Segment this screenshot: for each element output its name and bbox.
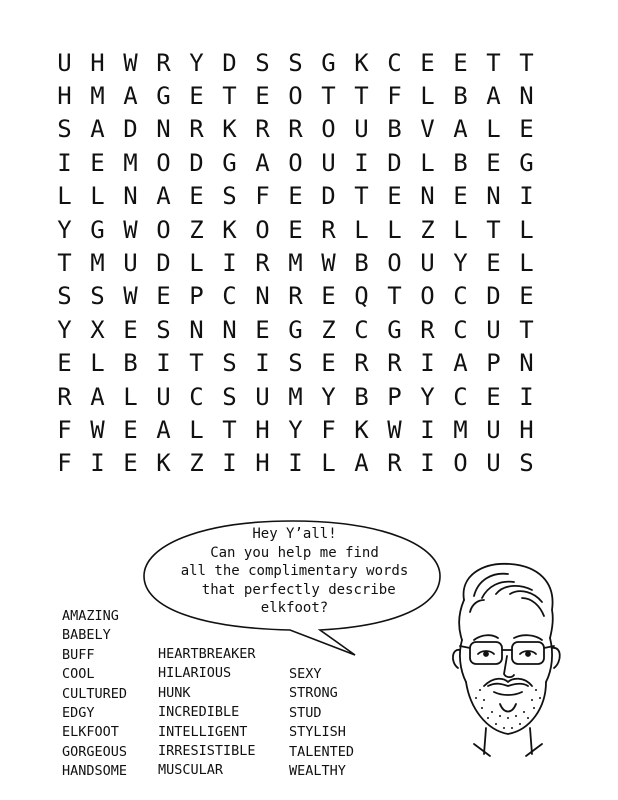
grid-letter[interactable]: E	[486, 148, 501, 177]
grid-letter[interactable]: R	[288, 115, 303, 144]
word-list-item: CULTURED	[62, 685, 128, 702]
grid-letter[interactable]: M	[288, 249, 303, 278]
grid-letter[interactable]: W	[123, 48, 138, 77]
grid-letter[interactable]: E	[90, 148, 105, 177]
grid-letter[interactable]: M	[288, 382, 303, 411]
grid-letter[interactable]: C	[354, 315, 369, 344]
grid-letter[interactable]: E	[387, 182, 402, 211]
grid-letter[interactable]: G	[519, 148, 534, 177]
grid-letter[interactable]: W	[123, 282, 138, 311]
grid-letter[interactable]: T	[387, 282, 402, 311]
grid-letter[interactable]: C	[222, 282, 237, 311]
grid-letter[interactable]: R	[255, 249, 270, 278]
word-list-item: STRONG	[289, 685, 338, 702]
grid-letter[interactable]: P	[189, 282, 204, 311]
grid-letter[interactable]: M	[90, 82, 105, 111]
grid-letter[interactable]: W	[90, 415, 105, 444]
grid-letter[interactable]: N	[519, 349, 534, 378]
grid-letter[interactable]: I	[420, 449, 435, 478]
grid-letter[interactable]: H	[57, 82, 72, 111]
grid-letter[interactable]: S	[222, 349, 237, 378]
grid-letter[interactable]: T	[57, 249, 72, 278]
grid-letter[interactable]: I	[519, 182, 534, 211]
grid-letter[interactable]: T	[519, 315, 534, 344]
grid-letter[interactable]: E	[123, 415, 138, 444]
grid-row	[48, 146, 576, 179]
word-list-item: STUD	[289, 704, 322, 721]
grid-letter[interactable]: H	[519, 415, 534, 444]
grid-letter[interactable]: D	[123, 115, 138, 144]
grid-letter[interactable]: O	[288, 82, 303, 111]
grid-letter[interactable]: A	[354, 449, 369, 478]
grid-letter[interactable]: L	[189, 415, 204, 444]
word-list-item: HEARTBREAKER	[158, 646, 256, 662]
grid-letter[interactable]: L	[519, 249, 534, 278]
word-list-item: COOL	[62, 666, 95, 683]
grid-letter[interactable]: G	[387, 315, 402, 344]
grid-letter[interactable]: I	[519, 382, 534, 411]
word-list-item: ELKFOOT	[62, 724, 119, 741]
grid-letter[interactable]: O	[156, 148, 171, 177]
word-list-item: GORGEOUS	[62, 743, 128, 760]
grid-letter[interactable]: A	[156, 415, 171, 444]
grid-letter[interactable]: G	[156, 82, 171, 111]
grid-letter[interactable]: B	[387, 115, 402, 144]
grid-row	[48, 246, 576, 279]
grid-letter[interactable]: Z	[321, 315, 336, 344]
grid-letter[interactable]: U	[486, 415, 501, 444]
grid-letter[interactable]: H	[255, 415, 270, 444]
grid-letter[interactable]: Y	[57, 315, 72, 344]
grid-letter[interactable]: I	[288, 449, 303, 478]
grid-letter[interactable]: F	[387, 82, 402, 111]
grid-letter[interactable]: T	[486, 215, 501, 244]
grid-letter[interactable]: N	[222, 315, 237, 344]
grid-letter[interactable]: E	[321, 282, 336, 311]
grid-letter[interactable]: Y	[57, 215, 72, 244]
grid-letter[interactable]: Z	[189, 215, 204, 244]
grid-letter[interactable]: O	[387, 249, 402, 278]
grid-letter[interactable]: V	[420, 115, 435, 144]
grid-letter[interactable]: E	[288, 182, 303, 211]
word-list-item: HILARIOUS	[158, 665, 232, 682]
word-list-column-2	[158, 645, 256, 781]
grid-letter[interactable]: T	[486, 48, 501, 77]
grid-letter[interactable]: L	[189, 249, 204, 278]
grid-row	[48, 113, 576, 146]
grid-letter[interactable]: I	[255, 349, 270, 378]
grid-letter[interactable]: R	[387, 449, 402, 478]
grid-letter[interactable]: S	[519, 449, 534, 478]
word-list-item: MUSCULAR	[158, 762, 224, 779]
grid-letter[interactable]: C	[189, 382, 204, 411]
word-list-item: WEALTHY	[289, 763, 346, 780]
grid-letter[interactable]: B	[453, 148, 468, 177]
word-list-item: INCREDIBLE	[158, 704, 240, 721]
grid-row	[48, 380, 576, 413]
grid-letter[interactable]: N	[189, 315, 204, 344]
grid-letter[interactable]: A	[123, 82, 138, 111]
grid-letter[interactable]: D	[321, 182, 336, 211]
grid-letter[interactable]: K	[156, 449, 171, 478]
grid-letter[interactable]: O	[255, 215, 270, 244]
grid-letter[interactable]: E	[453, 182, 468, 211]
grid-letter[interactable]: W	[321, 249, 336, 278]
speech-bubble-text	[152, 525, 437, 618]
grid-letter[interactable]: L	[57, 182, 72, 211]
grid-letter[interactable]: O	[288, 148, 303, 177]
grid-letter[interactable]: I	[354, 148, 369, 177]
grid-letter[interactable]: E	[255, 315, 270, 344]
grid-letter[interactable]: E	[486, 382, 501, 411]
grid-letter[interactable]: R	[255, 115, 270, 144]
grid-letter[interactable]: T	[354, 182, 369, 211]
grid-letter[interactable]: O	[321, 115, 336, 144]
grid-letter[interactable]: U	[354, 115, 369, 144]
word-list-item: EDGY	[62, 705, 95, 722]
grid-letter[interactable]: O	[453, 449, 468, 478]
grid-letter[interactable]: B	[123, 349, 138, 378]
grid-letter[interactable]: L	[453, 215, 468, 244]
grid-letter[interactable]: F	[255, 182, 270, 211]
grid-letter[interactable]: L	[486, 115, 501, 144]
grid-letter[interactable]: N	[519, 82, 534, 111]
grid-letter[interactable]: B	[354, 382, 369, 411]
grid-letter[interactable]: S	[288, 48, 303, 77]
grid-letter[interactable]: E	[123, 449, 138, 478]
grid-letter[interactable]: Y	[420, 382, 435, 411]
grid-letter[interactable]: Z	[420, 215, 435, 244]
grid-letter[interactable]: I	[57, 148, 72, 177]
grid-letter[interactable]: M	[123, 148, 138, 177]
grid-letter[interactable]: G	[321, 48, 336, 77]
word-list-column-1	[62, 607, 127, 782]
grid-letter[interactable]: A	[453, 349, 468, 378]
grid-letter[interactable]: D	[222, 48, 237, 77]
grid-row	[48, 280, 576, 313]
grid-letter[interactable]: E	[420, 48, 435, 77]
grid-letter[interactable]: D	[156, 249, 171, 278]
grid-letter[interactable]: S	[57, 115, 72, 144]
grid-letter[interactable]: S	[222, 182, 237, 211]
grid-letter[interactable]: T	[222, 82, 237, 111]
grid-letter[interactable]: L	[420, 82, 435, 111]
grid-letter[interactable]: K	[222, 215, 237, 244]
grid-letter[interactable]: R	[387, 349, 402, 378]
grid-letter[interactable]: D	[189, 148, 204, 177]
grid-letter[interactable]: I	[156, 349, 171, 378]
grid-letter[interactable]: A	[255, 148, 270, 177]
grid-row	[48, 79, 576, 112]
word-list-item: BABELY	[62, 627, 111, 644]
word-search-grid	[48, 46, 576, 480]
grid-letter[interactable]: C	[453, 382, 468, 411]
grid-letter[interactable]: R	[420, 315, 435, 344]
grid-letter[interactable]: D	[387, 148, 402, 177]
grid-letter[interactable]: R	[288, 282, 303, 311]
grid-letter[interactable]: U	[420, 249, 435, 278]
grid-letter[interactable]: S	[90, 282, 105, 311]
speech-bubble-line: Hey Y’all!	[252, 526, 337, 542]
grid-letter[interactable]: S	[222, 382, 237, 411]
grid-letter[interactable]: G	[90, 215, 105, 244]
grid-letter[interactable]: P	[387, 382, 402, 411]
grid-letter[interactable]: E	[321, 349, 336, 378]
grid-letter[interactable]: N	[486, 182, 501, 211]
word-list-item: BUFF	[62, 646, 95, 663]
grid-letter[interactable]: E	[519, 115, 534, 144]
grid-letter[interactable]: W	[123, 215, 138, 244]
grid-letter[interactable]: C	[387, 48, 402, 77]
speech-bubble-line: Can you help me find	[210, 544, 379, 561]
grid-row	[48, 213, 576, 246]
grid-letter[interactable]: R	[156, 48, 171, 77]
grid-letter[interactable]: A	[90, 382, 105, 411]
grid-letter[interactable]: C	[453, 315, 468, 344]
grid-letter[interactable]: U	[123, 249, 138, 278]
grid-letter[interactable]: S	[156, 315, 171, 344]
grid-letter[interactable]: G	[288, 315, 303, 344]
word-list-item: AMAZING	[62, 608, 119, 624]
grid-letter[interactable]: U	[57, 48, 72, 77]
grid-letter[interactable]: Y	[288, 415, 303, 444]
grid-letter[interactable]: T	[519, 48, 534, 77]
grid-row	[48, 447, 576, 480]
word-list-column-3	[289, 665, 354, 781]
grid-letter[interactable]: T	[189, 349, 204, 378]
grid-letter[interactable]: L	[420, 148, 435, 177]
word-list-item: IRRESISTIBLE	[158, 743, 256, 760]
grid-letter[interactable]: Z	[189, 449, 204, 478]
grid-letter[interactable]: G	[222, 148, 237, 177]
grid-letter[interactable]: M	[90, 249, 105, 278]
grid-letter[interactable]: A	[90, 115, 105, 144]
grid-letter[interactable]: H	[90, 48, 105, 77]
speech-bubble-line: all the complimentary words	[180, 563, 409, 580]
grid-letter[interactable]: L	[123, 382, 138, 411]
grid-letter[interactable]: U	[486, 449, 501, 478]
grid-row	[48, 413, 576, 446]
grid-letter[interactable]: N	[156, 115, 171, 144]
grid-letter[interactable]: E	[519, 282, 534, 311]
portrait-icon	[412, 558, 602, 758]
grid-letter[interactable]: K	[354, 48, 369, 77]
grid-letter[interactable]: E	[453, 48, 468, 77]
word-list-item: HUNK	[158, 684, 191, 701]
speech-bubble-line: that perfectly describe	[193, 581, 396, 598]
grid-letter[interactable]: Q	[354, 282, 369, 311]
grid-row	[48, 313, 576, 346]
grid-letter[interactable]: R	[354, 349, 369, 378]
grid-letter[interactable]: Y	[453, 249, 468, 278]
grid-letter[interactable]: M	[453, 415, 468, 444]
grid-letter[interactable]: B	[453, 82, 468, 111]
grid-letter[interactable]: T	[222, 415, 237, 444]
grid-letter[interactable]: Y	[321, 382, 336, 411]
grid-letter[interactable]: E	[189, 182, 204, 211]
grid-letter[interactable]: Y	[189, 48, 204, 77]
speech-bubble	[140, 518, 445, 658]
grid-letter[interactable]: K	[354, 415, 369, 444]
grid-letter[interactable]: O	[420, 282, 435, 311]
grid-letter[interactable]: F	[57, 449, 72, 478]
grid-letter[interactable]: L	[519, 215, 534, 244]
grid-letter[interactable]: R	[321, 215, 336, 244]
grid-letter[interactable]: N	[123, 182, 138, 211]
grid-letter[interactable]: R	[57, 382, 72, 411]
grid-row	[48, 347, 576, 380]
grid-letter[interactable]: P	[486, 349, 501, 378]
grid-row	[48, 46, 576, 79]
word-list-item: INTELLIGENT	[158, 723, 248, 740]
grid-letter[interactable]: I	[420, 415, 435, 444]
grid-letter[interactable]: E	[255, 82, 270, 111]
grid-letter[interactable]: A	[486, 82, 501, 111]
grid-letter[interactable]: E	[156, 282, 171, 311]
grid-letter[interactable]: N	[420, 182, 435, 211]
grid-letter[interactable]: L	[387, 215, 402, 244]
word-list-item: TALENTED	[289, 743, 355, 760]
grid-letter[interactable]: L	[321, 449, 336, 478]
grid-letter[interactable]: U	[486, 315, 501, 344]
grid-letter[interactable]: B	[354, 249, 369, 278]
grid-letter[interactable]: L	[354, 215, 369, 244]
grid-letter[interactable]: I	[90, 449, 105, 478]
grid-letter[interactable]: I	[222, 449, 237, 478]
grid-letter[interactable]: A	[453, 115, 468, 144]
grid-letter[interactable]: K	[222, 115, 237, 144]
grid-letter[interactable]: S	[288, 349, 303, 378]
grid-letter[interactable]: E	[57, 349, 72, 378]
grid-row	[48, 180, 576, 213]
grid-letter[interactable]: O	[156, 215, 171, 244]
grid-letter[interactable]: U	[156, 382, 171, 411]
grid-letter[interactable]: L	[90, 182, 105, 211]
grid-letter[interactable]: S	[255, 48, 270, 77]
grid-letter[interactable]: E	[189, 82, 204, 111]
grid-letter[interactable]: I	[222, 249, 237, 278]
word-list-item: SEXY	[289, 666, 322, 682]
grid-letter[interactable]: F	[321, 415, 336, 444]
grid-letter[interactable]: L	[90, 349, 105, 378]
word-list-item: HANDSOME	[62, 763, 128, 780]
grid-letter[interactable]: C	[453, 282, 468, 311]
grid-letter[interactable]: E	[288, 215, 303, 244]
grid-letter[interactable]: S	[57, 282, 72, 311]
grid-letter[interactable]: E	[486, 249, 501, 278]
grid-letter[interactable]: W	[387, 415, 402, 444]
word-list-item: STYLISH	[289, 724, 346, 741]
grid-letter[interactable]: N	[255, 282, 270, 311]
grid-letter[interactable]: F	[57, 415, 72, 444]
grid-letter[interactable]: X	[90, 315, 105, 344]
grid-letter[interactable]: H	[255, 449, 270, 478]
grid-letter[interactable]: A	[156, 182, 171, 211]
grid-letter[interactable]: E	[123, 315, 138, 344]
grid-letter[interactable]: U	[321, 148, 336, 177]
grid-letter[interactable]: U	[255, 382, 270, 411]
grid-letter[interactable]: I	[420, 349, 435, 378]
grid-letter[interactable]: T	[354, 82, 369, 111]
grid-letter[interactable]: R	[189, 115, 204, 144]
grid-letter[interactable]: T	[321, 82, 336, 111]
speech-bubble-line: elkfoot?	[260, 600, 329, 617]
grid-letter[interactable]: D	[486, 282, 501, 311]
